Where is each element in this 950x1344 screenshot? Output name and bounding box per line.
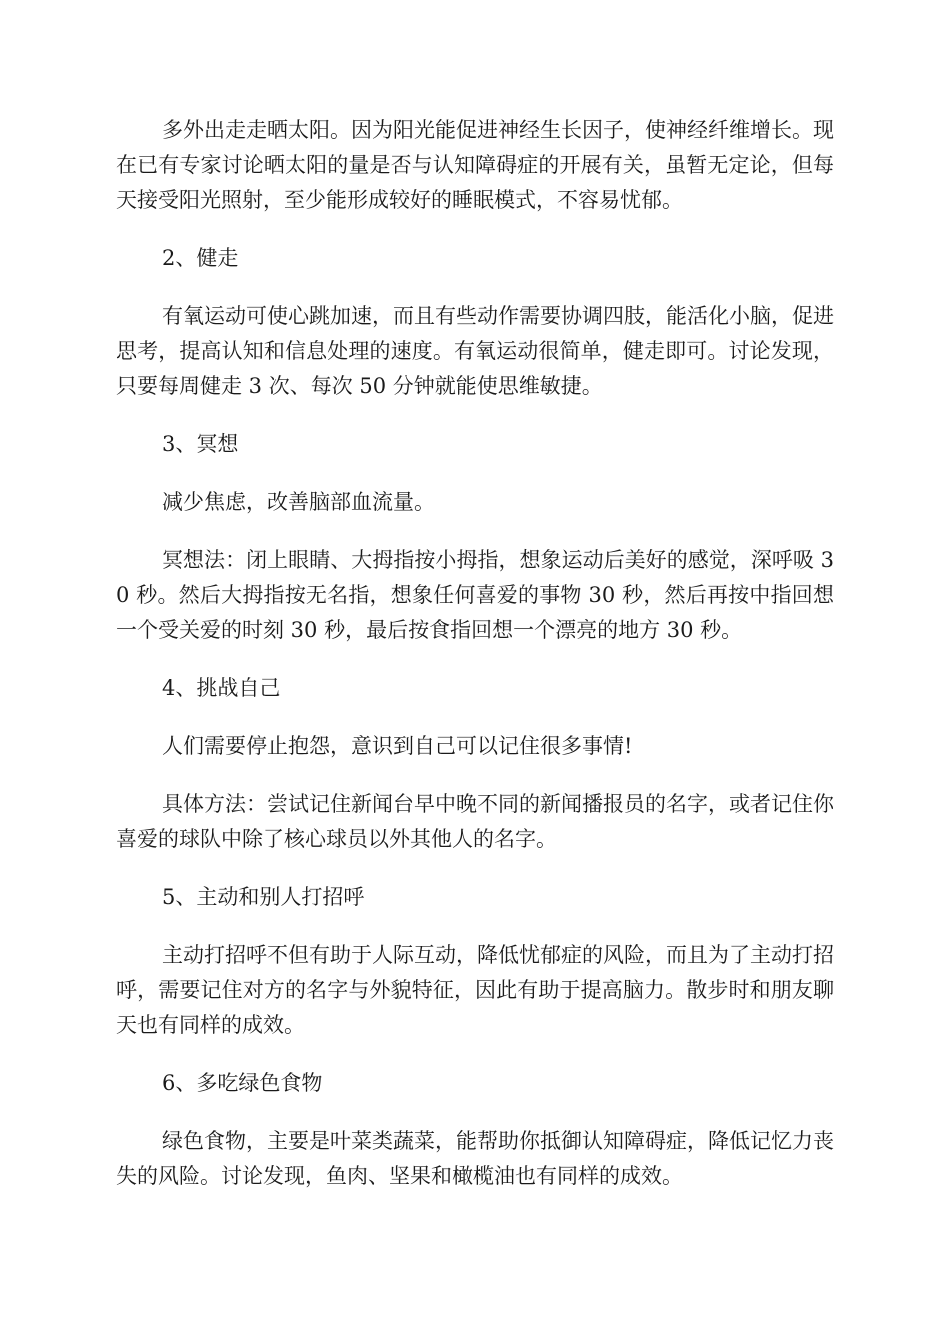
- document-body: [116, 113, 834, 1217]
- section-heading-challenge: 4、挑战自己: [162, 676, 281, 700]
- paragraph-walking: 有氧运动可使心跳加速，而且有些动作需要协调四肢，能活化小脑，促进思考，提高认知和信息处理的速度。有氧运动很简单，健走即可。讨论发现，只要每周健走 3 次、每次 50 分钟就能使思维敏捷。: [116, 304, 834, 398]
- section-heading-meditation: 3、冥想: [162, 432, 239, 456]
- section-heading-greeting: 5、主动和别人打招呼: [162, 885, 365, 909]
- paragraph-challenge-method: 具体方法：尝试记住新闻台早中晚不同的新闻播报员的名字，或者记住你喜爱的球队中除了核心球员以外其他人的名字。: [116, 792, 834, 851]
- paragraph-challenge-intro: 人们需要停止抱怨，意识到自己可以记住很多事情!: [162, 734, 633, 758]
- paragraph-meditation-method: 冥想法：闭上眼睛、大拇指按小拇指，想象运动后美好的感觉，深呼吸 30 秒。然后大拇指按无名指，想象任何喜爱的事物 30 秒，然后再按中指回想一个受关爱的时刻 30 秒，最后按食指回想一个漂亮的地方 30 秒。: [116, 548, 834, 642]
- paragraph-sunlight: 多外出走走晒太阳。因为阳光能促进神经生长因子，使神经纤维增长。现在已有专家讨论晒太阳的量是否与认知障碍症的开展有关，虽暂无定论，但每天接受阳光照射，至少能形成较好的睡眠模式，不容易忧郁。: [116, 118, 834, 212]
- paragraph-greeting: 主动打招呼不但有助于人际互动，降低忧郁症的风险，而且为了主动打招呼，需要记住对方的名字与外貌特征，因此有助于提高脑力。散步时和朋友聊天也有同样的成效。: [116, 943, 834, 1037]
- section-heading-walking: 2、健走: [162, 246, 239, 270]
- section-heading-green-food: 6、多吃绿色食物: [162, 1071, 323, 1095]
- paragraph-meditation-benefit: 减少焦虑，改善脑部血流量。: [162, 490, 435, 514]
- paragraph-green-food: 绿色食物，主要是叶菜类蔬菜，能帮助你抵御认知障碍症，降低记忆力丧失的风险。讨论发现，鱼肉、坚果和橄榄油也有同样的成效。: [116, 1129, 834, 1188]
